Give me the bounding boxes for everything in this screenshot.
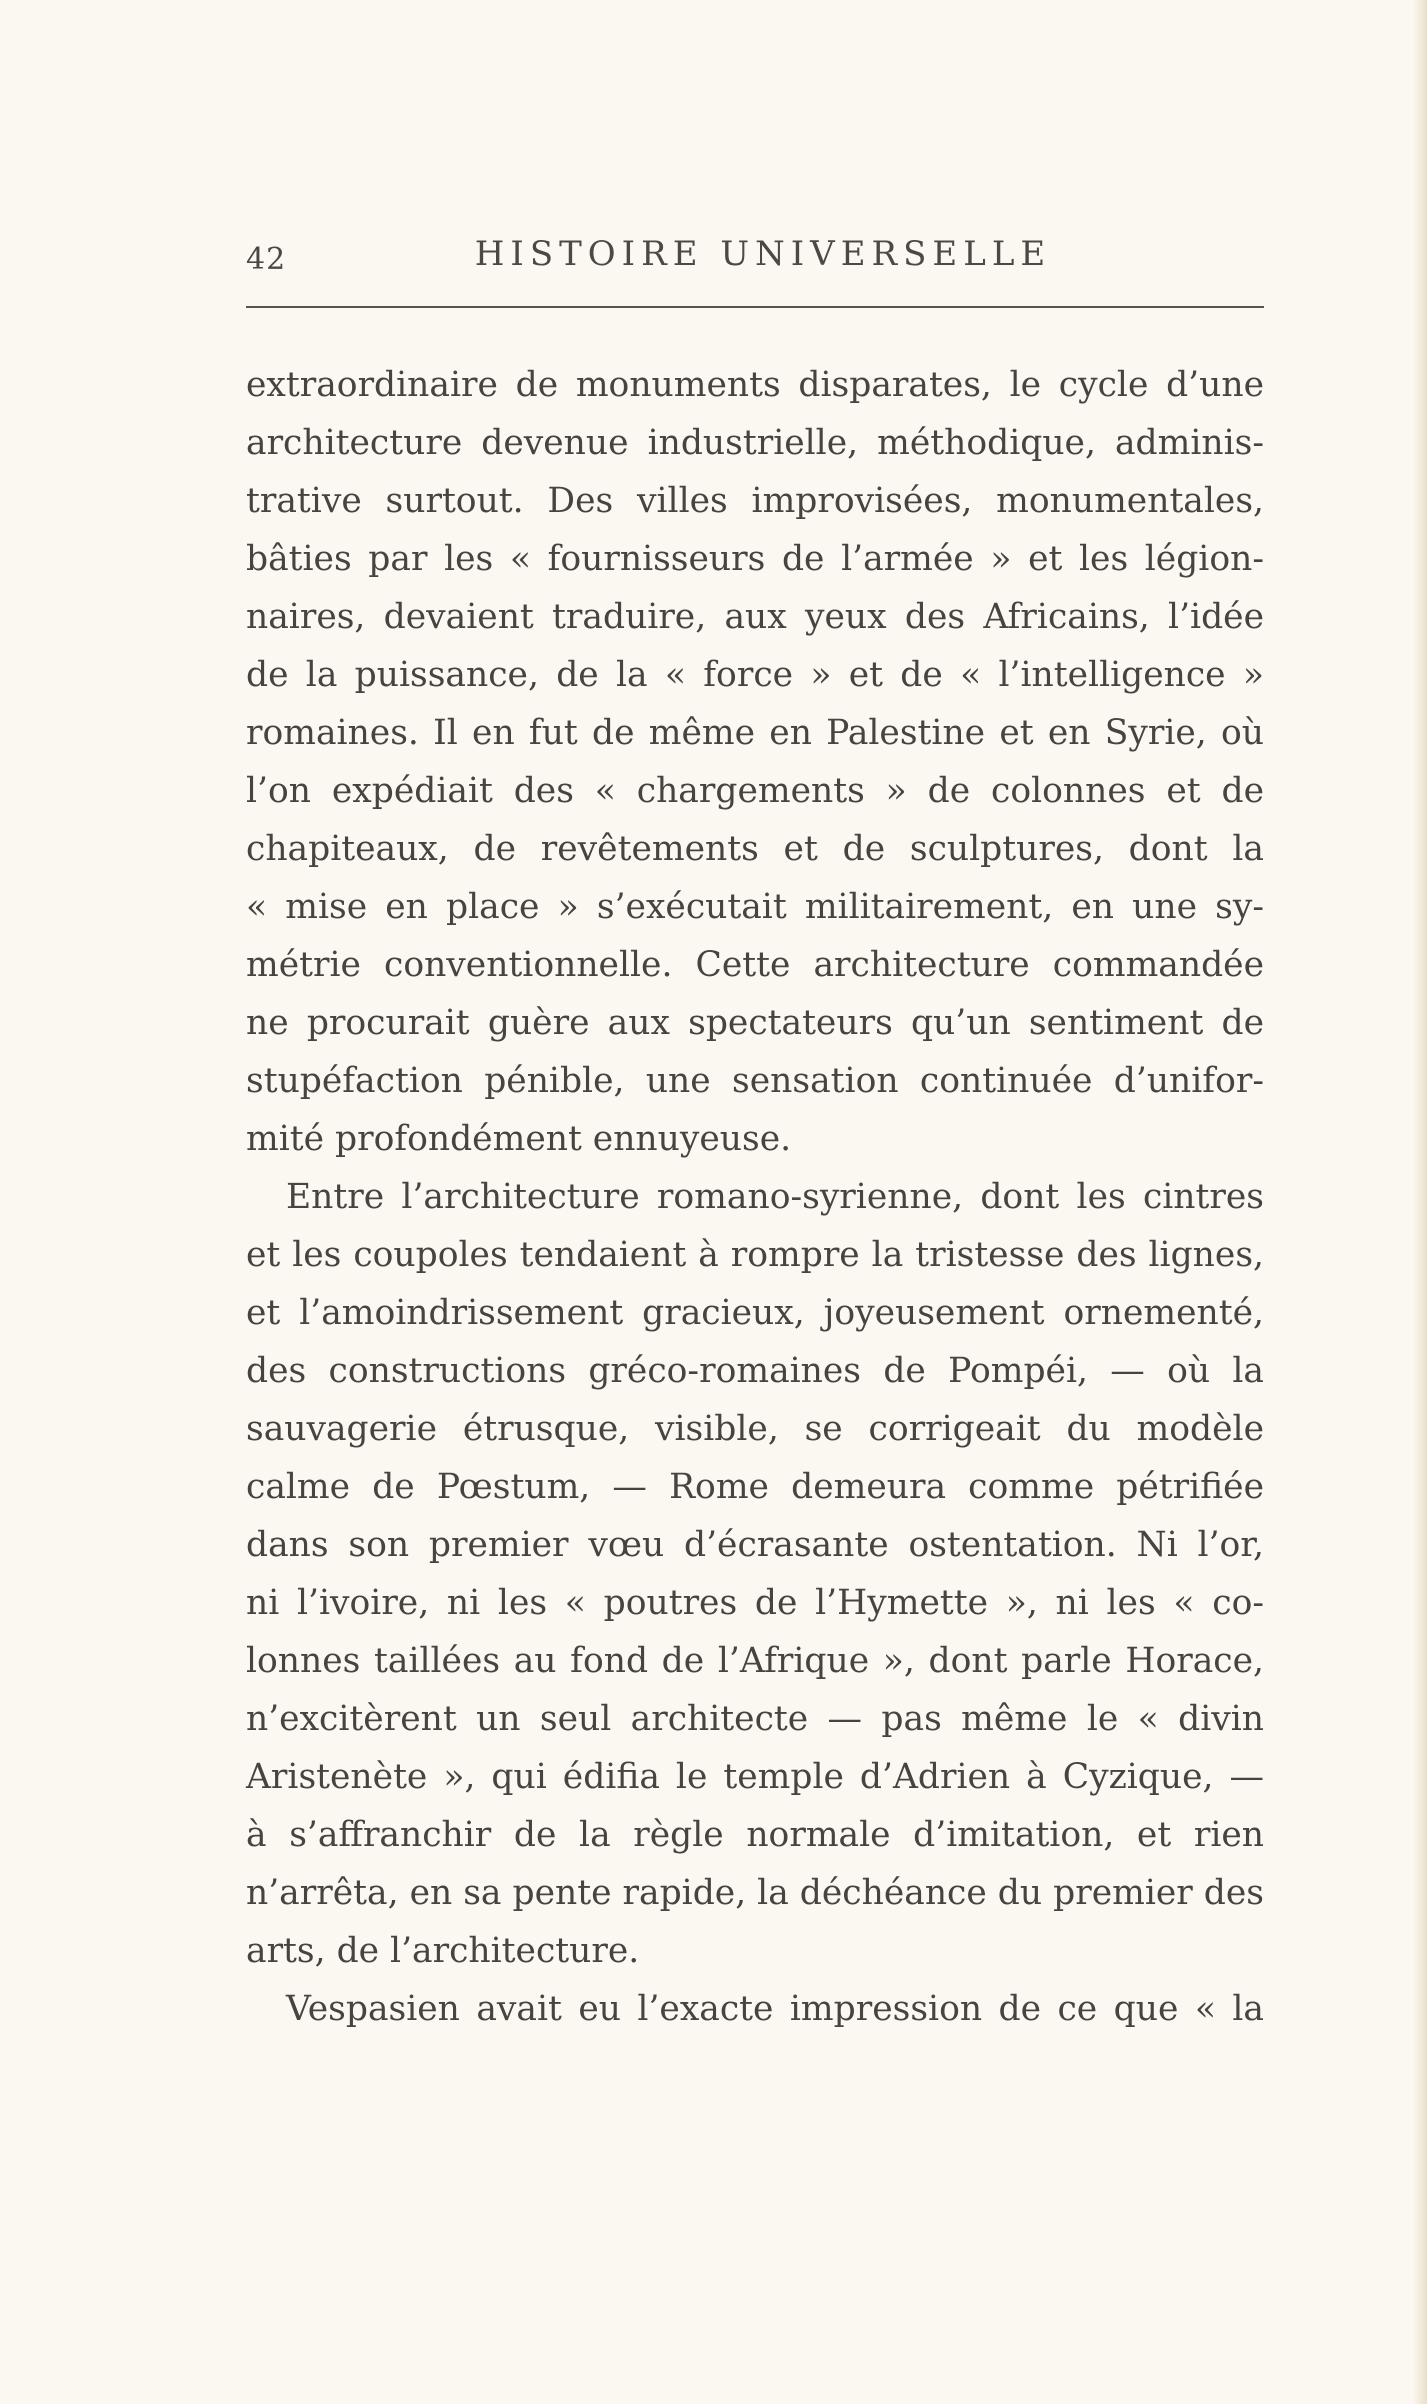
page-number: 42 bbox=[246, 242, 287, 277]
text-line: stupéfaction pénible, une sensation continuée d’unifor- bbox=[246, 1061, 1264, 1101]
header-rule bbox=[246, 306, 1264, 308]
text-line: n’excitèrent un seul architecte — pas même le « divin bbox=[246, 1699, 1264, 1739]
text-line: sauvagerie étrusque, visible, se corrigeait du modèle bbox=[246, 1409, 1264, 1449]
text-line: dans son premier vœu d’écrasante ostentation. Ni l’or, bbox=[246, 1525, 1264, 1565]
text-line: et l’amoindrissement gracieux, joyeusement ornementé, bbox=[246, 1293, 1264, 1333]
text-line: calme de Pœstum, — Rome demeura comme pétrifiée bbox=[246, 1467, 1264, 1507]
running-title: HISTOIRE UNIVERSELLE bbox=[474, 234, 1052, 274]
text-line: romaines. Il en fut de même en Palestine et en Syrie, où bbox=[246, 713, 1264, 753]
text-line: Entre l’architecture romano-syrienne, dont les cintres bbox=[286, 1177, 1264, 1217]
paragraph-1 bbox=[246, 356, 1264, 1168]
text-line: n’arrêta, en sa pente rapide, la déchéance du premier des bbox=[246, 1873, 1264, 1913]
text-line: architecture devenue industrielle, méthodique, adminis- bbox=[246, 423, 1264, 463]
text-line: lonnes taillées au fond de l’Afrique », dont parle Horace, bbox=[246, 1641, 1264, 1681]
text-line: l’on expédiait des « chargements » de colonnes et de bbox=[246, 771, 1264, 811]
text-line: ne procurait guère aux spectateurs qu’un sentiment de bbox=[246, 1003, 1264, 1043]
text-line: Aristenète », qui édifia le temple d’Adrien à Cyzique, — bbox=[246, 1757, 1264, 1797]
paragraph-2 bbox=[246, 1168, 1264, 1980]
text-line: de la puissance, de la « force » et de « l’intelligence » bbox=[246, 655, 1264, 695]
text-line: mité profondément ennuyeuse. bbox=[246, 1119, 792, 1159]
body-text bbox=[246, 356, 1264, 2038]
text-line: Vespasien avait eu l’exacte impression de ce que « la bbox=[286, 1989, 1264, 2029]
page-header bbox=[246, 230, 1264, 290]
text-line: des constructions gréco-romaines de Pompéi, — où la bbox=[246, 1351, 1264, 1391]
text-line: métrie conventionnelle. Cette architecture commandée bbox=[246, 945, 1264, 985]
text-line: ni l’ivoire, ni les « poutres de l’Hymette », ni les « co- bbox=[246, 1583, 1264, 1623]
text-line: et les coupoles tendaient à rompre la tristesse des lignes, bbox=[246, 1235, 1264, 1275]
text-line: « mise en place » s’exécutait militairement, en une sy- bbox=[246, 887, 1264, 927]
text-line: bâties par les « fournisseurs de l’armée » et les légion- bbox=[246, 539, 1264, 579]
paragraph-3 bbox=[246, 1980, 1264, 2038]
text-line: trative surtout. Des villes improvisées, monumentales, bbox=[246, 481, 1264, 521]
text-line: arts, de l’architecture. bbox=[246, 1931, 640, 1971]
text-line: extraordinaire de monuments disparates, le cycle d’une bbox=[246, 365, 1264, 405]
text-line: à s’affranchir de la règle normale d’imitation, et rien bbox=[246, 1815, 1264, 1855]
text-line: naires, devaient traduire, aux yeux des Africains, l’idée bbox=[246, 597, 1264, 637]
text-line: chapiteaux, de revêtements et de sculptures, dont la bbox=[246, 829, 1264, 869]
page-edge-shadow bbox=[1413, 0, 1427, 2404]
